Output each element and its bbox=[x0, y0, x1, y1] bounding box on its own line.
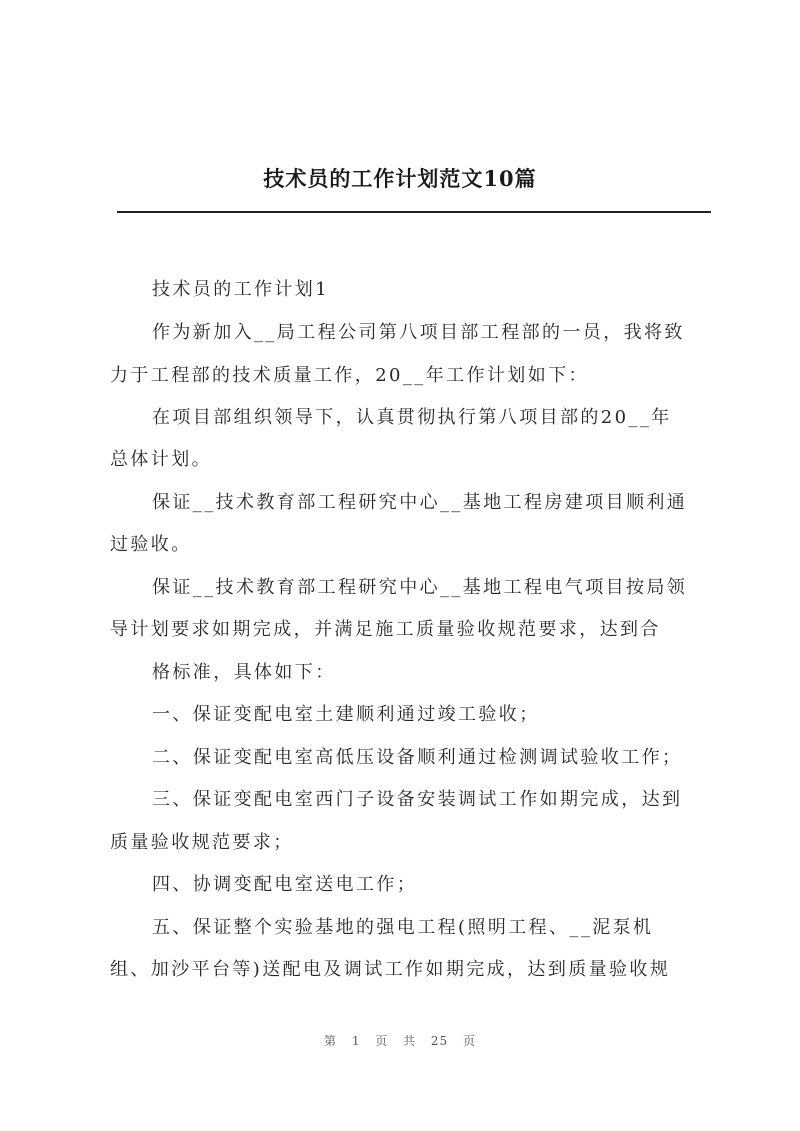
paragraph-line: 格标准，具体如下： bbox=[152, 662, 336, 683]
list-item: 二、保证变配电室高低压设备顺利通过检测调试验收工作； bbox=[152, 747, 683, 768]
list-item: 四、协调变配电室送电工作； bbox=[152, 874, 418, 895]
list-item: 三、保证变配电室西门子设备安装调试工作如期完成，达到 bbox=[152, 789, 683, 810]
section-heading: 技术员的工作计划1 bbox=[152, 279, 330, 300]
paragraph-line: 在项目部组织领导下，认真贯彻执行第八项目部的20__年 bbox=[152, 407, 672, 428]
paragraph-line: 保证__技术教育部工程研究中心__基地工程房建项目顺利通 bbox=[152, 492, 688, 513]
list-item-continuation: 组、加沙平台等)送配电及调试工作如期完成，达到质量验收规 bbox=[110, 959, 671, 980]
title-underline bbox=[117, 211, 711, 213]
paragraph-line: 总体计划。 bbox=[110, 449, 212, 470]
paragraph-line: 过验收。 bbox=[110, 534, 192, 555]
paragraph-line: 作为新加入__局工程公司第八项目部工程部的一员，我将致 bbox=[152, 322, 685, 343]
paragraph-line: 导计划要求如期完成，并满足施工质量验收规范要求，达到合 bbox=[110, 619, 661, 640]
list-item: 一、保证变配电室土建顺利通过竣工验收； bbox=[152, 704, 540, 725]
paragraph-line: 保证__技术教育部工程研究中心__基地工程电气项目按局领 bbox=[152, 577, 688, 598]
paragraph-line: 力于工程部的技术质量工作，20__年工作计划如下： bbox=[110, 365, 589, 386]
document-title: 技术员的工作计划范文10篇 bbox=[263, 166, 537, 191]
list-item-continuation: 质量验收规范要求； bbox=[110, 832, 294, 853]
page-number: 第 1 页 共 25 页 bbox=[324, 1034, 476, 1048]
list-item: 五、保证整个实验基地的强电工程(照明工程、__泥泵机 bbox=[152, 917, 654, 938]
